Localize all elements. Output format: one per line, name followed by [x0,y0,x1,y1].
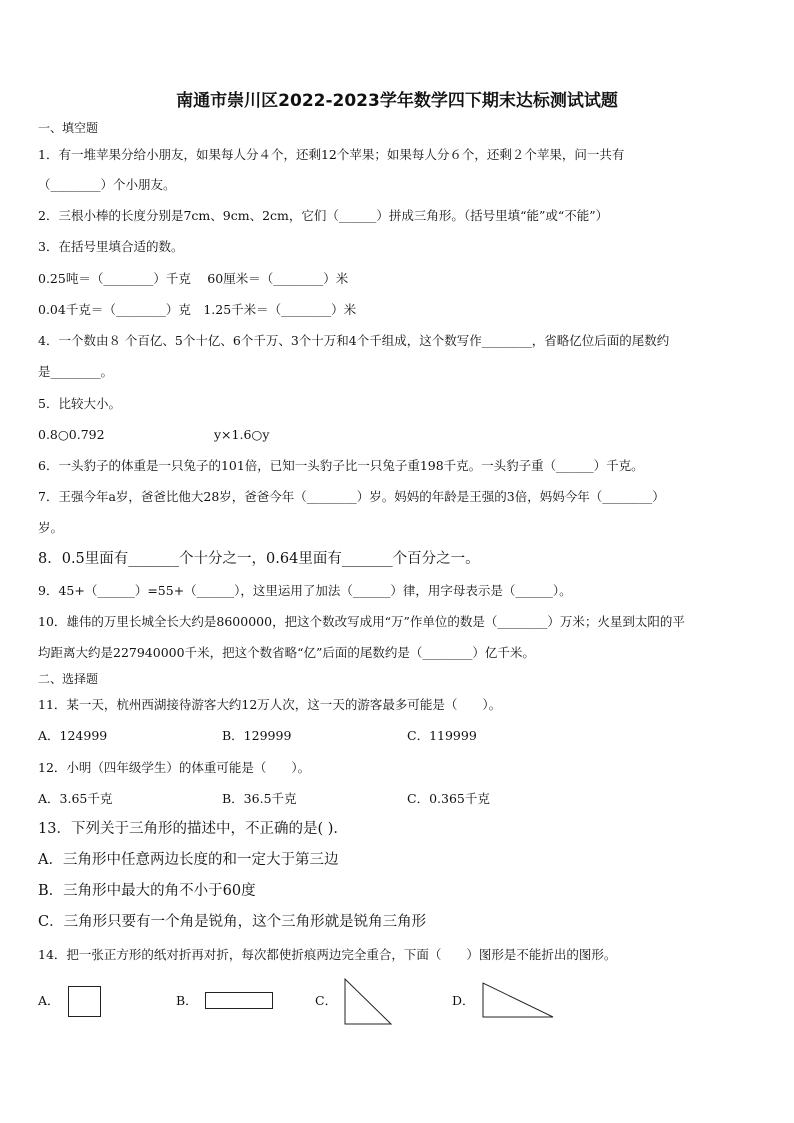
question-10-line-2: 均距离大约是227940000千米，把这个数省略“亿”后面的尾数约是（________）亿千米。 [38,645,535,660]
question-13: 13．下列关于三角形的描述中，不正确的是( )． [38,821,348,837]
question-10-line-1: 10．雄伟的万里长城全长大约是8600000，把这个数改写成用“万”作单位的数是（________）万米；火星到太阳的平 [38,614,685,629]
question-11-option-a: A．124999 [38,728,108,743]
question-5-part-a: 0.8○0.792 [38,427,105,442]
question-7-line-2: 岁。 [38,520,64,535]
question-8: 8．0.5里面有_______个十分之一，0.64里面有_______个百分之一。 [38,551,480,567]
square-figure [68,986,102,1018]
question-14-option-d-label: D． [452,993,475,1008]
question-9: 9．45+（______）=55+（______），这里运用了加法（______）律，用字母表示是（______）。 [38,583,572,598]
right-triangle-figure-tall [344,978,394,1026]
question-14-option-c-label: C． [315,993,338,1008]
question-3-line-2: 0.04千克＝（________）克 1.25千米＝（________）米 [38,302,357,317]
question-1-line-2: （________）个小朋友。 [38,177,176,192]
question-12: 12．小明（四年级学生）的体重可能是（ ）。 [38,760,311,775]
question-2: 2．三根小棒的长度分别是7cm、9cm、2cm，它们（______）拼成三角形。（括号里填“能”或“不能”） [38,208,609,223]
question-4-line-2: 是________。 [38,364,114,379]
question-11-option-c: C．119999 [407,728,477,743]
question-5: 5．比较大小。 [38,396,121,411]
right-triangle-figure-wide [482,982,556,1020]
question-11-option-b: B．129999 [222,728,292,743]
question-12-option-c: C．0.365千克 [407,791,490,806]
question-3-line-1: 0.25吨＝（________）千克 60厘米＝（________）米 [38,271,349,286]
question-14-option-a-label: A． [38,993,60,1008]
question-6: 6．一头豹子的体重是一只兔子的101倍，已知一头豹子比一只兔子重198千克。一头豹子重（______）千克。 [38,458,644,473]
question-13-option-b: B．三角形中最大的角不小于60度 [38,883,256,899]
question-1-line-1: 1．有一堆苹果分给小朋友，如果每人分４个，还剩12个苹果；如果每人分６个，还剩２个苹果，问一共有 [38,147,625,162]
question-13-option-c: C．三角形只要有一个角是锐角，这个三角形就是锐角三角形 [38,914,427,930]
question-7-line-1: 7．王强今年a岁，爸爸比他大28岁，爸爸今年（________）岁。妈妈的年龄是王强的3倍，妈妈今年（________） [38,489,665,504]
question-14-option-b-label: B． [176,993,198,1008]
question-11: 11．某一天，杭州西湖接待游客大约12万人次，这一天的游客最多可能是（ ）。 [38,697,502,712]
question-12-option-b: B．36.5千克 [222,791,297,806]
question-12-option-a: A．3.65千克 [38,791,113,806]
page-title: 南通市崇川区2022-2023学年数学四下期末达标测试试题 [176,91,618,111]
question-4-line-1: 4．一个数由８ 个百亿、5个十亿、6个千万、3个十万和4个千组成，这个数写作________，省略亿位后面的尾数约 [38,333,670,348]
section-multiple-choice: 二、选择题 [38,672,99,686]
question-14: 14．把一张正方形的纸对折再对折，每次都使折痕两边完全重合，下面（ ）图形是不能折出的图形。 [38,947,617,962]
question-3: 3．在括号里填合适的数。 [38,239,184,254]
question-13-option-a: A．三角形中任意两边长度的和一定大于第三边 [38,852,339,868]
section-fill-in-blank: 一、填空题 [38,121,99,135]
rectangle-figure [205,992,275,1010]
question-5-part-b: y×1.6○y [214,427,270,442]
